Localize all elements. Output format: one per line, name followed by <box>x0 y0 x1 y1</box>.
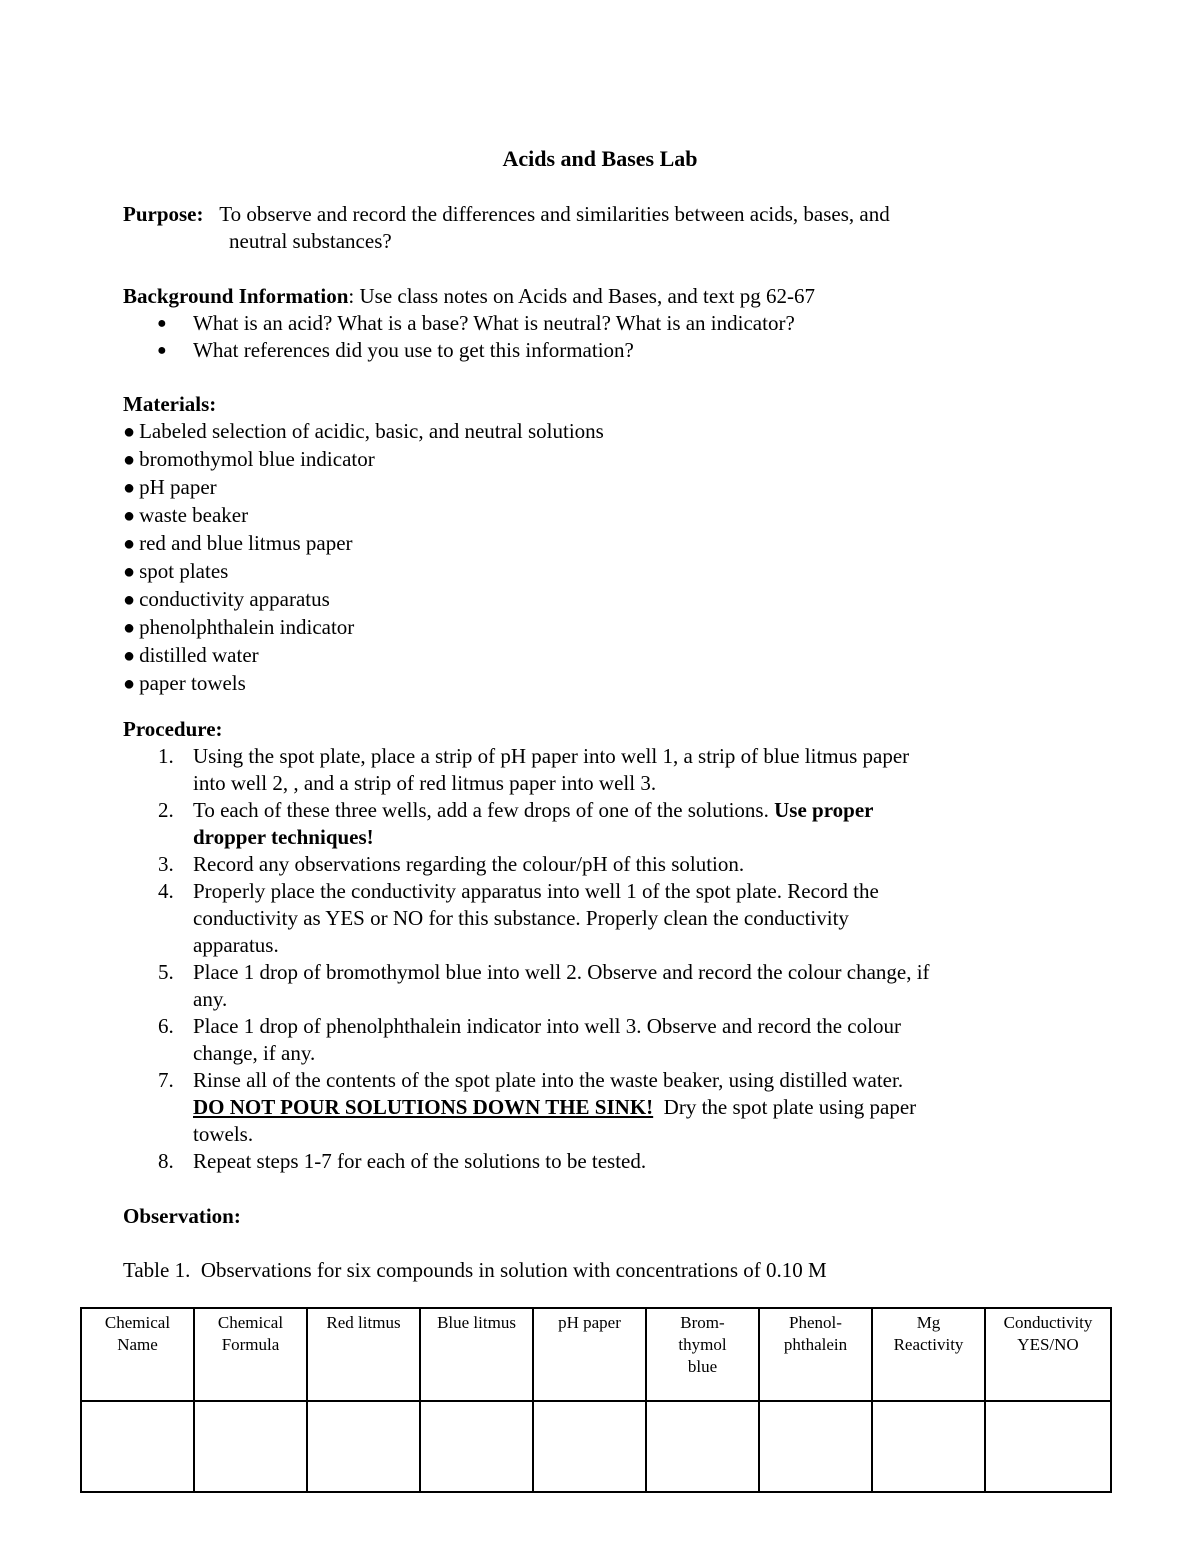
list-item: ● What references did you use to get this information? <box>157 338 634 362</box>
list-item: ● waste beaker <box>123 503 249 527</box>
table-header-row <box>81 1308 1111 1401</box>
materials-label: Materials: <box>123 392 217 416</box>
observation-table <box>80 1307 1112 1493</box>
table-header-cell: Chemical Name <box>81 1308 194 1401</box>
list-item: ● Labeled selection of acidic, basic, and neutral solutions <box>123 419 604 443</box>
table-cell[interactable] <box>985 1401 1111 1492</box>
list-item: ● red and blue litmus paper <box>123 531 353 555</box>
procedure-label: Procedure: <box>123 717 223 741</box>
table-cell[interactable] <box>307 1401 420 1492</box>
bullet-icon: ● <box>123 533 136 555</box>
table-header-cell: Conductivity YES/NO <box>985 1308 1111 1401</box>
purpose-section <box>123 201 1023 255</box>
procedure-step: 8. Repeat steps 1-7 for each of the solutions to be tested. <box>158 1149 647 1173</box>
list-item: ● distilled water <box>123 643 259 667</box>
procedure-step: 5. Place 1 drop of bromothymol blue into well 2. Observe and record the colour change, if any. <box>158 960 930 1011</box>
procedure-section <box>123 716 1063 1175</box>
table-header-cell: pH paper <box>533 1308 646 1401</box>
list-item: ● conductivity apparatus <box>123 587 330 611</box>
table-row <box>81 1401 1111 1492</box>
background-label: Background Information <box>123 284 349 308</box>
bullet-icon: ● <box>157 342 167 359</box>
purpose-label: Purpose: <box>123 202 204 226</box>
table-header-cell: Mg Reactivity <box>872 1308 985 1401</box>
table-header-cell: Chemical Formula <box>194 1308 307 1401</box>
list-item: ● paper towels <box>123 671 246 695</box>
table-cell[interactable] <box>759 1401 872 1492</box>
page-title: Acids and Bases Lab <box>502 146 698 171</box>
table-header-cell: Red litmus <box>307 1308 420 1401</box>
list-item: ● bromothymol blue indicator <box>123 447 375 471</box>
background-bullets <box>123 310 1073 364</box>
procedure-step: 1. Using the spot plate, place a strip of pH paper into well 1, a strip of blue litmus paper into well 2, , and a strip of red litmus paper into well 3. <box>158 744 910 795</box>
warning-text: DO NOT POUR SOLUTIONS DOWN THE SINK! <box>193 1095 654 1119</box>
background-text: : Use class notes on Acids and Bases, and text pg 62-67 <box>348 284 815 308</box>
bullet-icon: ● <box>123 561 136 583</box>
observation-label: Observation: <box>123 1204 241 1228</box>
procedure-step: 4. Properly place the conductivity apparatus into well 1 of the spot plate. Record the conductivity as YES or NO for this substance. Properly clean the conductivity apparatus. <box>158 879 879 957</box>
bullet-icon: ● <box>157 315 167 332</box>
purpose-text-line1: To observe and record the differences and similarities between acids, bases, and <box>219 202 890 226</box>
bullet-icon: ● <box>123 505 136 527</box>
table-header-cell: Brom- thymol blue <box>646 1308 759 1401</box>
list-item: ● spot plates <box>123 559 229 583</box>
table-header-cell: Phenol- phthalein <box>759 1308 872 1401</box>
procedure-step: 3. Record any observations regarding the colour/pH of this solution. <box>158 852 745 876</box>
table-cell[interactable] <box>646 1401 759 1492</box>
procedure-step: 6. Place 1 drop of phenolphthalein indicator into well 3. Observe and record the colour change, if any. <box>158 1014 901 1065</box>
bullet-icon: ● <box>123 421 136 443</box>
table-cell[interactable] <box>194 1401 307 1492</box>
procedure-step: 2. To each of these three wells, add a few drops of one of the solutions. Use proper dropper techniques! <box>158 798 874 849</box>
list-item: ● phenolphthalein indicator <box>123 615 355 639</box>
procedure-step: 7. Rinse all of the contents of the spot plate into the waste beaker, using distilled water. DO NOT POUR SOLUTIONS DOWN THE SINK! Dry the spot plate using paper towels. <box>158 1068 917 1146</box>
table-cell[interactable] <box>81 1401 194 1492</box>
purpose-text-line2: neutral substances? <box>229 229 392 253</box>
table-caption: Table 1. Observations for six compounds in solution with concentrations of 0.10 M <box>123 1258 827 1282</box>
background-section <box>123 283 1073 364</box>
table-cell[interactable] <box>872 1401 985 1492</box>
list-item: ● What is an acid? What is a base? What is neutral? What is an indicator? <box>157 311 795 335</box>
bullet-icon: ● <box>123 449 136 471</box>
bullet-icon: ● <box>123 673 136 695</box>
table-header-cell: Blue litmus <box>420 1308 533 1401</box>
bullet-icon: ● <box>123 617 136 639</box>
bullet-icon: ● <box>123 589 136 611</box>
bullet-icon: ● <box>123 645 136 667</box>
materials-section <box>123 391 1023 698</box>
list-item: ● pH paper <box>123 475 217 499</box>
table-cell[interactable] <box>420 1401 533 1492</box>
bullet-icon: ● <box>123 477 136 499</box>
table-cell[interactable] <box>533 1401 646 1492</box>
